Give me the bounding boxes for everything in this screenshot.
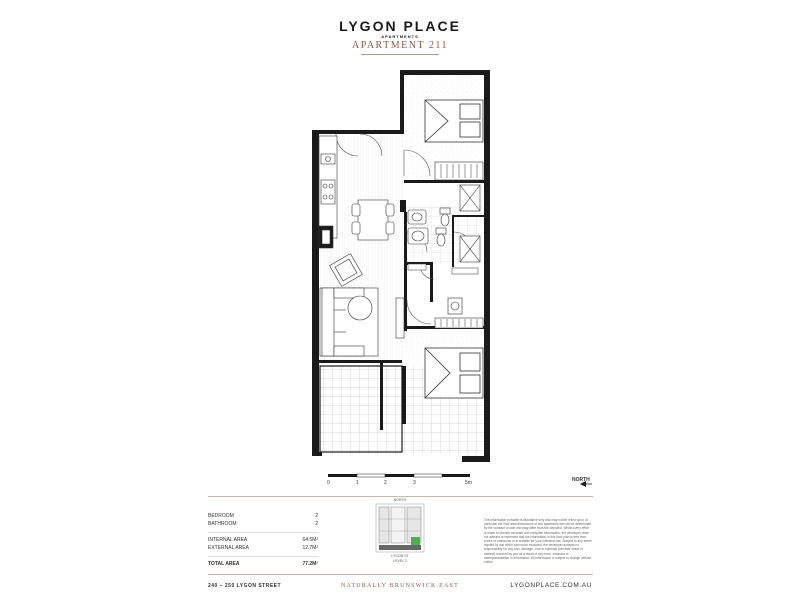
footer-address: 240 – 250 LYGON STREET (208, 583, 282, 589)
keyplan (375, 503, 425, 553)
footer-tagline: NATURALLY BRUNSWICK EAST (341, 583, 459, 589)
scale-label-2: 2 (384, 480, 387, 486)
disclaimer-text: The information provided is illustrative only and may not be relied upon. In particular the final area dimensions of any apartment and will be determined by the contract of sale and may differ from the depicted. Whilst every effort is made to provide accurate and complete information, the developer does not warrant or represent that the information in this floor plan is free from errors or omissions or is suitable for your intended use. Subject to any terms implied by law which cannot be excluded, the developer accepts no responsibility for any loss, damage, cost or expense (whether direct or indirect) incurred by you as a result of any error, omission or misrepresentation in information. All information is subject to change without notice. (484, 518, 592, 565)
bathroom-row (208, 521, 318, 527)
bathroom-value: 2 (315, 521, 318, 527)
total-area-row (208, 561, 318, 567)
bedroom-row (208, 513, 318, 519)
dining-set (352, 200, 394, 240)
brand-title: LYGON PLACE (339, 18, 461, 34)
kitchen (319, 136, 337, 248)
keyplan-north-label: NORTH (393, 498, 407, 502)
internal-area-row (208, 537, 318, 543)
footer-website[interactable]: LYGONPLACE.COM.AU (510, 582, 592, 589)
north-label: NORTH (572, 477, 590, 483)
scale-label-1: 1 (356, 480, 359, 486)
internal-area-value: 64.5M² (302, 537, 318, 543)
scale-label-3: 3 (413, 480, 416, 486)
brand-subtitle: APARTMENTS (381, 34, 419, 39)
external-area-value: 12.7M² (302, 545, 318, 551)
keyplan-street-label: LYGON ST (391, 554, 409, 558)
footer-rule (208, 574, 593, 575)
bed-1 (425, 100, 483, 142)
scale-label-0: 0 (327, 480, 330, 486)
total-area-label: TOTAL AREA (208, 561, 240, 567)
external-area-row (208, 545, 318, 551)
scale-bar (328, 474, 470, 477)
laundry (448, 298, 462, 314)
bedroom-value: 2 (315, 513, 318, 519)
bed-2 (425, 348, 483, 398)
rule (208, 532, 318, 533)
external-area-label: EXTERNAL AREA (208, 545, 249, 551)
rule (208, 556, 318, 557)
info-top-rule (208, 496, 593, 497)
bathroom-label: BATHROOM (208, 521, 237, 527)
total-area-value: 77.2M² (302, 561, 318, 567)
bedroom-label: BEDROOM (208, 513, 234, 519)
internal-area-label: INTERNAL AREA (208, 537, 248, 543)
scale-label-5m: 5m (465, 480, 472, 486)
apartment-title: APARTMENT 211 (351, 40, 449, 51)
keyplan-level-label: LEVEL 2 (393, 559, 407, 563)
